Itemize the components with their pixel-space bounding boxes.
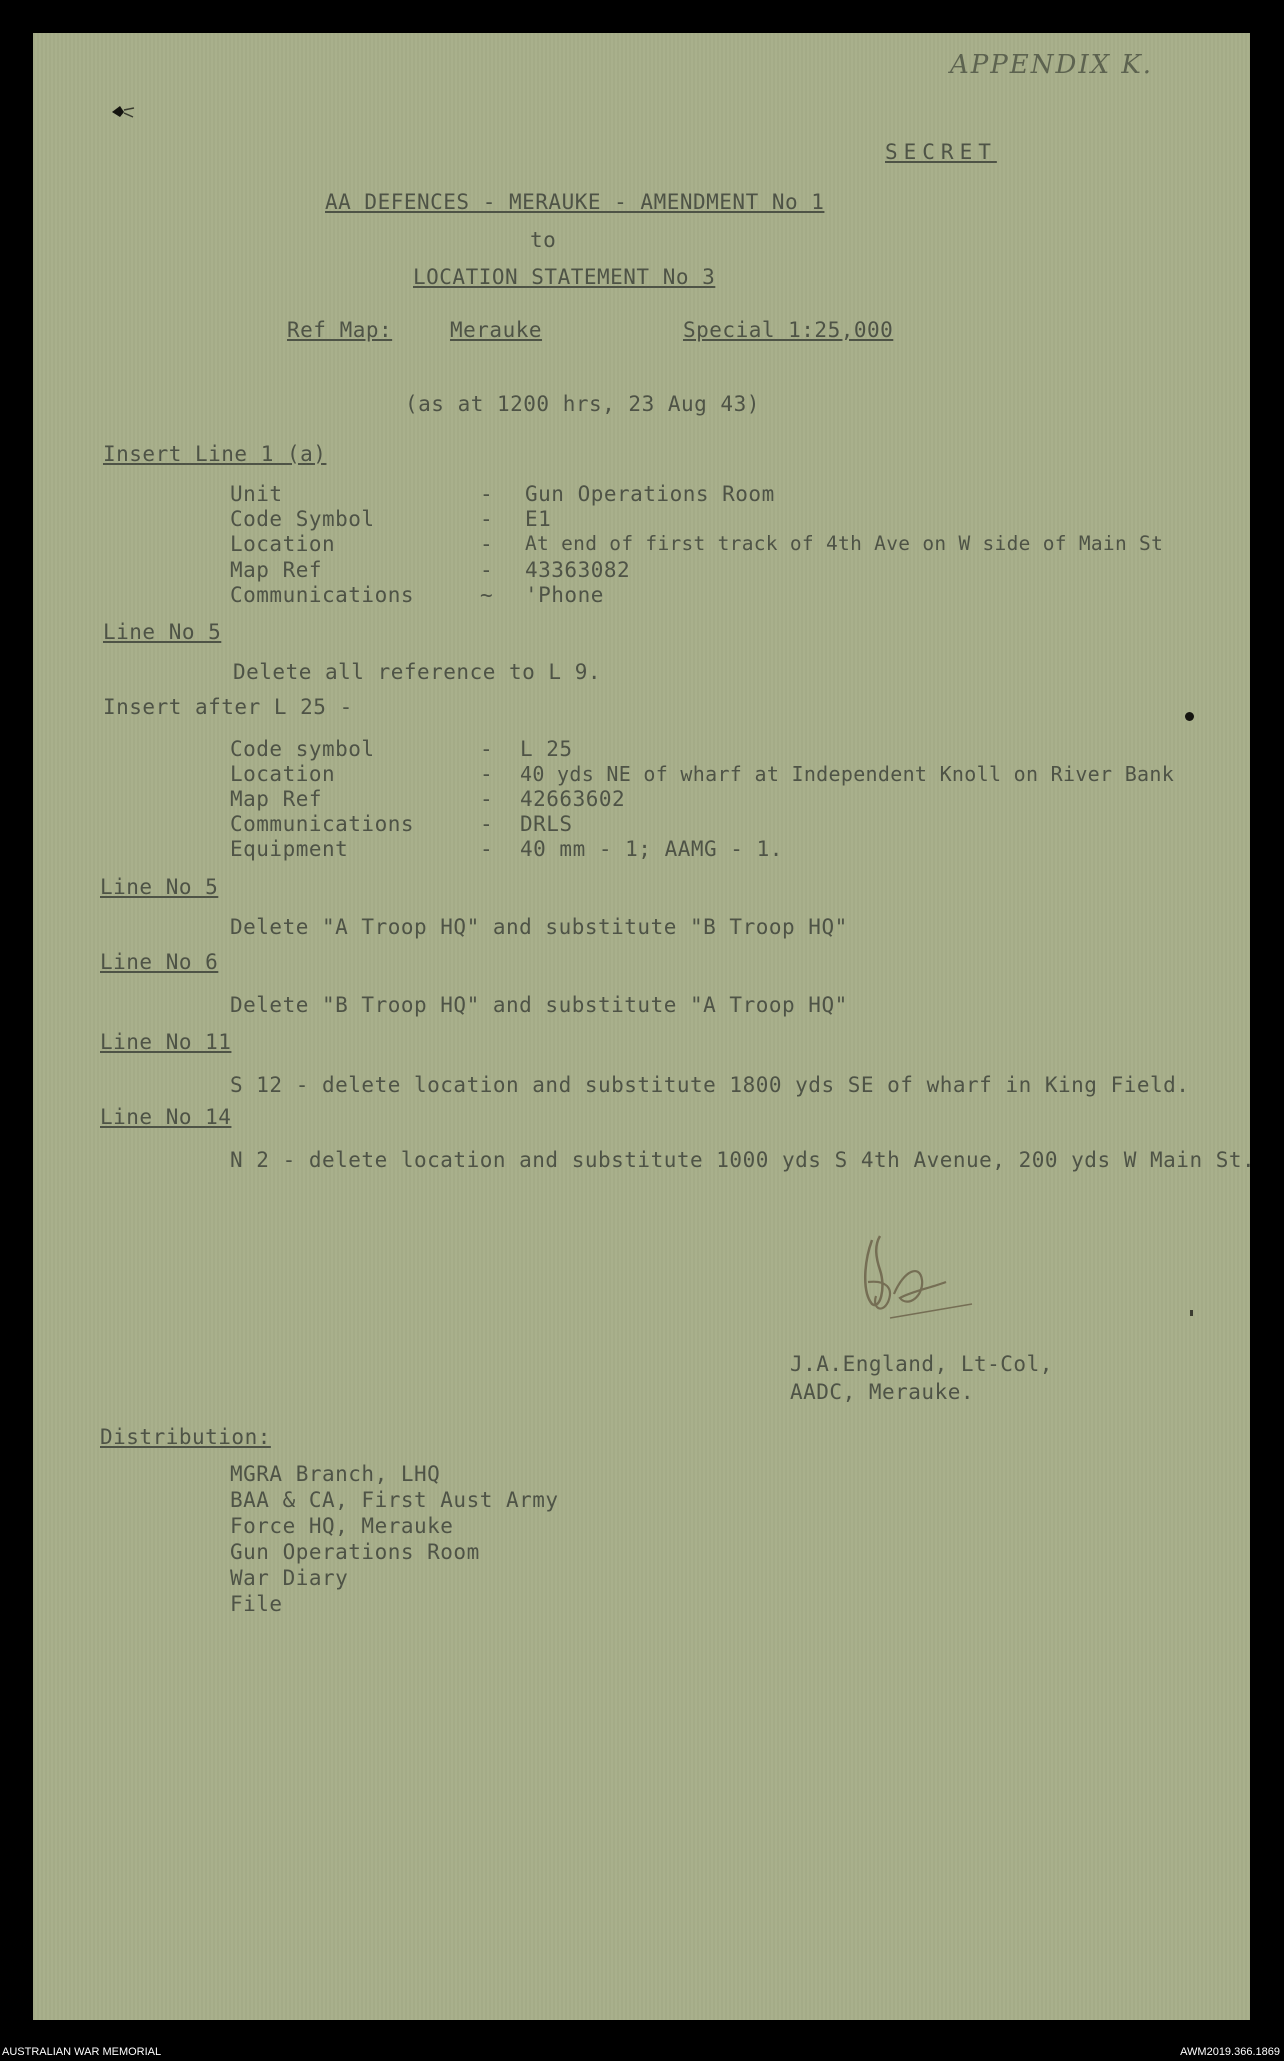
field-label: Unit xyxy=(230,482,283,506)
document-title: AA DEFENCES - MERAUKE - AMENDMENT No 1 xyxy=(325,190,825,214)
field-label: Map Ref xyxy=(230,787,323,811)
as-at-date: (as at 1200 hrs, 23 Aug 43) xyxy=(405,392,760,416)
field-separator: - xyxy=(480,762,494,786)
section-heading: Insert Line 1 (a) xyxy=(103,442,327,466)
document-page xyxy=(33,33,1250,2020)
field-value: At end of first track of 4th Ave on W side of Main St xyxy=(525,532,1164,555)
section-heading: Insert after L 25 - xyxy=(103,695,353,719)
field-separator: - xyxy=(480,482,494,506)
field-separator: - xyxy=(480,737,494,761)
field-label: Communications xyxy=(230,583,415,607)
field-label: Code symbol xyxy=(230,737,375,761)
field-separator: - xyxy=(480,507,494,531)
field-label: Communications xyxy=(230,812,415,836)
ink-spot xyxy=(1185,712,1194,721)
field-value: 40 mm - 1; AAMG - 1. xyxy=(520,837,783,861)
section-heading: Line No 6 xyxy=(100,950,219,974)
field-separator: - xyxy=(480,532,494,556)
section-text: S 12 - delete location and substitute 1800 yds SE of wharf in King Field. xyxy=(230,1073,1190,1097)
field-value: 42663602 xyxy=(520,787,626,811)
section-heading: Line No 5 xyxy=(100,875,219,899)
field-label: Location xyxy=(230,532,336,556)
distribution-item: BAA & CA, First Aust Army xyxy=(230,1488,559,1512)
field-separator: - xyxy=(480,837,494,861)
distribution-item: File xyxy=(230,1592,283,1616)
title-connector: to xyxy=(530,228,557,252)
field-value: L 25 xyxy=(520,737,573,761)
field-value: Gun Operations Room xyxy=(525,482,775,506)
ink-spot xyxy=(1190,1310,1193,1316)
field-separator: - xyxy=(480,812,494,836)
signatory-name: J.A.England, Lt-Col, xyxy=(790,1352,1053,1376)
ink-blot xyxy=(108,100,138,124)
classification-marking: SECRET xyxy=(885,140,997,164)
signatory-title: AADC, Merauke. xyxy=(790,1380,975,1404)
ref-map-name: Merauke xyxy=(450,318,543,342)
footer-credit: AUSTRALIAN WAR MEMORIAL xyxy=(2,2046,162,2058)
handwritten-signature xyxy=(850,1222,980,1332)
field-label: Equipment xyxy=(230,837,349,861)
field-value: E1 xyxy=(525,507,552,531)
field-value: 40 yds NE of wharf at Independent Knoll on River Bank xyxy=(520,762,1175,786)
section-text: Delete "A Troop HQ" and substitute "B Troop HQ" xyxy=(230,915,848,939)
field-separator: - xyxy=(480,558,494,582)
field-label: Map Ref xyxy=(230,558,323,582)
section-text: Delete "B Troop HQ" and substitute "A Troop HQ" xyxy=(230,993,848,1017)
distribution-item: War Diary xyxy=(230,1566,349,1590)
section-heading: Line No 14 xyxy=(100,1105,232,1129)
field-label: Location xyxy=(230,762,336,786)
section-text: Delete all reference to L 9. xyxy=(233,660,602,684)
field-separator: ~ xyxy=(480,583,494,607)
section-heading: Line No 5 xyxy=(103,620,222,644)
distribution-item: Gun Operations Room xyxy=(230,1540,480,1564)
footer-accession-number: AWM2019.366.1869 xyxy=(1180,2046,1280,2058)
document-subtitle: LOCATION STATEMENT No 3 xyxy=(413,265,716,289)
ref-map-scale: Special 1:25,000 xyxy=(683,318,894,342)
section-heading: Line No 11 xyxy=(100,1030,232,1054)
field-value: DRLS xyxy=(520,812,573,836)
distribution-heading: Distribution: xyxy=(100,1425,271,1449)
distribution-item: Force HQ, Merauke xyxy=(230,1514,454,1538)
distribution-item: MGRA Branch, LHQ xyxy=(230,1462,441,1486)
field-value: 'Phone xyxy=(525,583,604,607)
field-label: Code Symbol xyxy=(230,507,375,531)
field-value: 43363082 xyxy=(525,558,631,582)
field-separator: - xyxy=(480,787,494,811)
ref-map-label: Ref Map: xyxy=(287,318,393,342)
section-text: N 2 - delete location and substitute 1000 yds S 4th Avenue, 200 yds W Main St. xyxy=(230,1148,1256,1172)
handwritten-annotation: APPENDIX K. xyxy=(950,50,1154,80)
